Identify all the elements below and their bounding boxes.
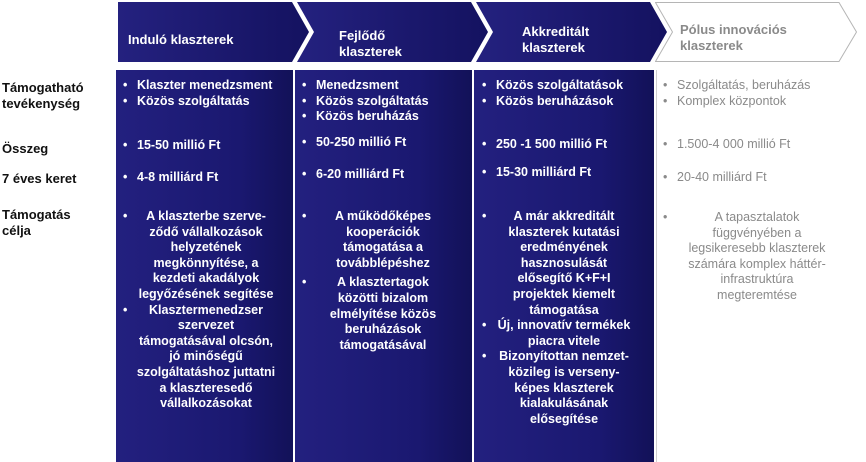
stage-title-line: Akkreditált	[522, 24, 590, 39]
text-line: kialakulásának	[519, 396, 609, 411]
text-line: Új, innovatív termékek	[497, 318, 631, 333]
text-line: vállalkozásokat	[160, 396, 252, 411]
text-line: A működőképes	[334, 209, 432, 223]
stage-header-3	[476, 2, 668, 62]
framework-cell	[299, 167, 471, 183]
goal-cell	[299, 209, 467, 353]
text-line: megteremtése	[717, 287, 797, 302]
text-line: közileg is verseny-	[508, 364, 620, 379]
text-line: elősegítése	[529, 411, 599, 426]
text-line: helyzetének	[170, 240, 242, 255]
stage-header-2	[297, 2, 489, 62]
text-line: a klaszteresedő	[159, 380, 253, 395]
framework-cell	[660, 170, 860, 186]
stage-title	[339, 28, 402, 60]
text-line: kezdeti akadályok	[152, 271, 260, 286]
text-line: infrastruktúra	[720, 272, 794, 287]
text-line: projektek kiemelt	[512, 286, 616, 301]
amount-cell	[299, 135, 471, 151]
text-line: támogatásával	[339, 337, 427, 352]
list-item: • 15-30 milliárd Ft	[479, 165, 654, 181]
activities-cell	[479, 78, 654, 109]
row-label-line: tevékenység	[2, 96, 81, 111]
row-label-line: Támogatás	[2, 207, 71, 222]
amount-cell	[120, 138, 292, 154]
stage-title	[128, 32, 233, 48]
list-item: • Szolgáltatás, beruházás	[660, 78, 860, 94]
activities-cell	[120, 78, 292, 109]
list-item: • A működőképes kooperációk támogatása a továbblépéshez	[299, 209, 467, 271]
list-item: • Klaszter menedzsment	[120, 78, 292, 94]
text-line: A tapasztalatok	[714, 210, 800, 224]
stage-header-1	[118, 2, 310, 62]
text-line: klaszterek kutatási	[508, 224, 620, 239]
list-item: • A már akkreditált klaszterek kutatási eredményének hasznosulását elősegítő K+F+I projektek kiemelt támogatása	[479, 209, 649, 318]
activities-cell	[299, 78, 471, 125]
text-line: számára komplex háttér-	[688, 256, 826, 271]
row-label-goal	[2, 207, 71, 239]
text-line: Bizonyítottan nemzet-	[499, 349, 629, 364]
text-line: elősegítő K+F+I	[517, 271, 611, 286]
text-line: hasznosulását	[520, 255, 608, 270]
text-line: támogatása	[529, 302, 599, 317]
text-line: továbblépéshez	[336, 255, 430, 270]
text-line: támogatása a	[343, 240, 423, 255]
list-item: • Közös szolgáltatás	[299, 94, 471, 110]
list-item: • 50-250 millió Ft	[299, 135, 471, 151]
stage-title-line: Fejlődő	[339, 28, 386, 43]
text-line: piacra vitele	[527, 333, 601, 348]
text-line: elmélyítése közös	[329, 306, 437, 321]
amount-cell	[479, 137, 654, 153]
stage-title-line: klaszterek	[680, 38, 743, 53]
text-line: képes klaszterek	[514, 380, 614, 395]
row-label-amount: Összeg	[2, 141, 49, 156]
list-item: • Közös beruházások	[479, 94, 654, 110]
row-label-line: Támogatható	[2, 80, 84, 95]
stage-title	[680, 22, 787, 54]
row-label-activities	[2, 80, 84, 112]
stage-title-line: Induló klaszterek	[128, 32, 234, 47]
activities-cell	[660, 78, 860, 109]
text-line: megkönnyítése, a	[153, 255, 259, 270]
text-line: A klasztertagok	[337, 275, 429, 290]
list-item: • Közös szolgáltatás	[120, 94, 292, 110]
text-line: jó minőségű	[169, 349, 243, 364]
goal-cell	[120, 209, 292, 412]
text-line: szolgáltatáshoz juttatni	[136, 364, 276, 379]
text-line: szervezet	[177, 318, 235, 333]
list-item: • 250 -1 500 millió Ft	[479, 137, 654, 153]
list-item: • A klaszterbe szerve- ződő vállalkozások helyzetének megkönnyítése, a kezdeti akadályok legyőzésének segítése	[120, 209, 292, 303]
list-item: • Menedzsment	[299, 78, 471, 94]
text-line: A már akkreditált	[513, 209, 615, 223]
list-item: • 15-50 millió Ft	[120, 138, 292, 154]
list-item: • Új, innovatív termékek piacra vitele	[479, 318, 649, 349]
stage-title-line: klaszterek	[339, 44, 402, 59]
list-item: • Bizonyítottan nemzet- közileg is verseny- képes klaszterek kialakulásának elősegítése	[479, 349, 649, 427]
row-label-framework: 7 éves keret	[2, 171, 77, 186]
text-line: Klasztermenedzser	[149, 302, 263, 317]
list-item: • Klasztermenedzser szervezet támogatásával olcsón, jó minőségű szolgáltatáshoz juttatni a klaszteresedő vállalkozásokat	[120, 303, 292, 412]
text-line: kooperációk	[346, 224, 420, 239]
text-line: legyőzésének segítése	[138, 286, 274, 301]
goal-cell	[479, 209, 649, 427]
text-line: ződő vállalkozások	[149, 224, 263, 239]
list-item: • A klasztertagok közötti bizalom elmélyítése közös beruházások támogatásával	[299, 275, 467, 353]
text-line: eredményének	[520, 240, 608, 255]
list-item: • 6-20 milliárd Ft	[299, 167, 471, 183]
text-line: beruházások	[344, 322, 422, 337]
text-line: támogatásával olcsón,	[138, 333, 274, 348]
stage-title	[522, 24, 589, 56]
list-item: • Komplex központok	[660, 94, 860, 110]
list-item: • 1.500-4 000 millió Ft	[660, 137, 860, 153]
list-item: • 4-8 milliárd Ft	[120, 170, 292, 186]
list-item: • A tapasztalatok függvényében a legsikeresebb klaszterek számára komplex háttér- infrastruktúra megteremtése	[660, 210, 854, 304]
text-line: A klaszterbe szerve-	[146, 209, 266, 223]
list-item: • 20-40 milliárd Ft	[660, 170, 860, 186]
goal-cell	[660, 210, 854, 304]
text-line: közötti bizalom	[337, 290, 429, 305]
framework-cell	[479, 165, 654, 181]
stage-header-4	[655, 2, 858, 62]
text-line: legsikeresebb klaszterek	[688, 241, 826, 256]
list-item: • Közös beruházás	[299, 109, 471, 125]
amount-cell	[660, 137, 860, 153]
text-line: függvényében a	[712, 225, 802, 240]
stage-title-line: klaszterek	[522, 40, 585, 55]
framework-cell	[120, 170, 292, 186]
list-item: • Közös szolgáltatások	[479, 78, 654, 94]
stage-title-line: Pólus innovációs	[680, 22, 787, 37]
row-label-line: célja	[2, 223, 31, 238]
